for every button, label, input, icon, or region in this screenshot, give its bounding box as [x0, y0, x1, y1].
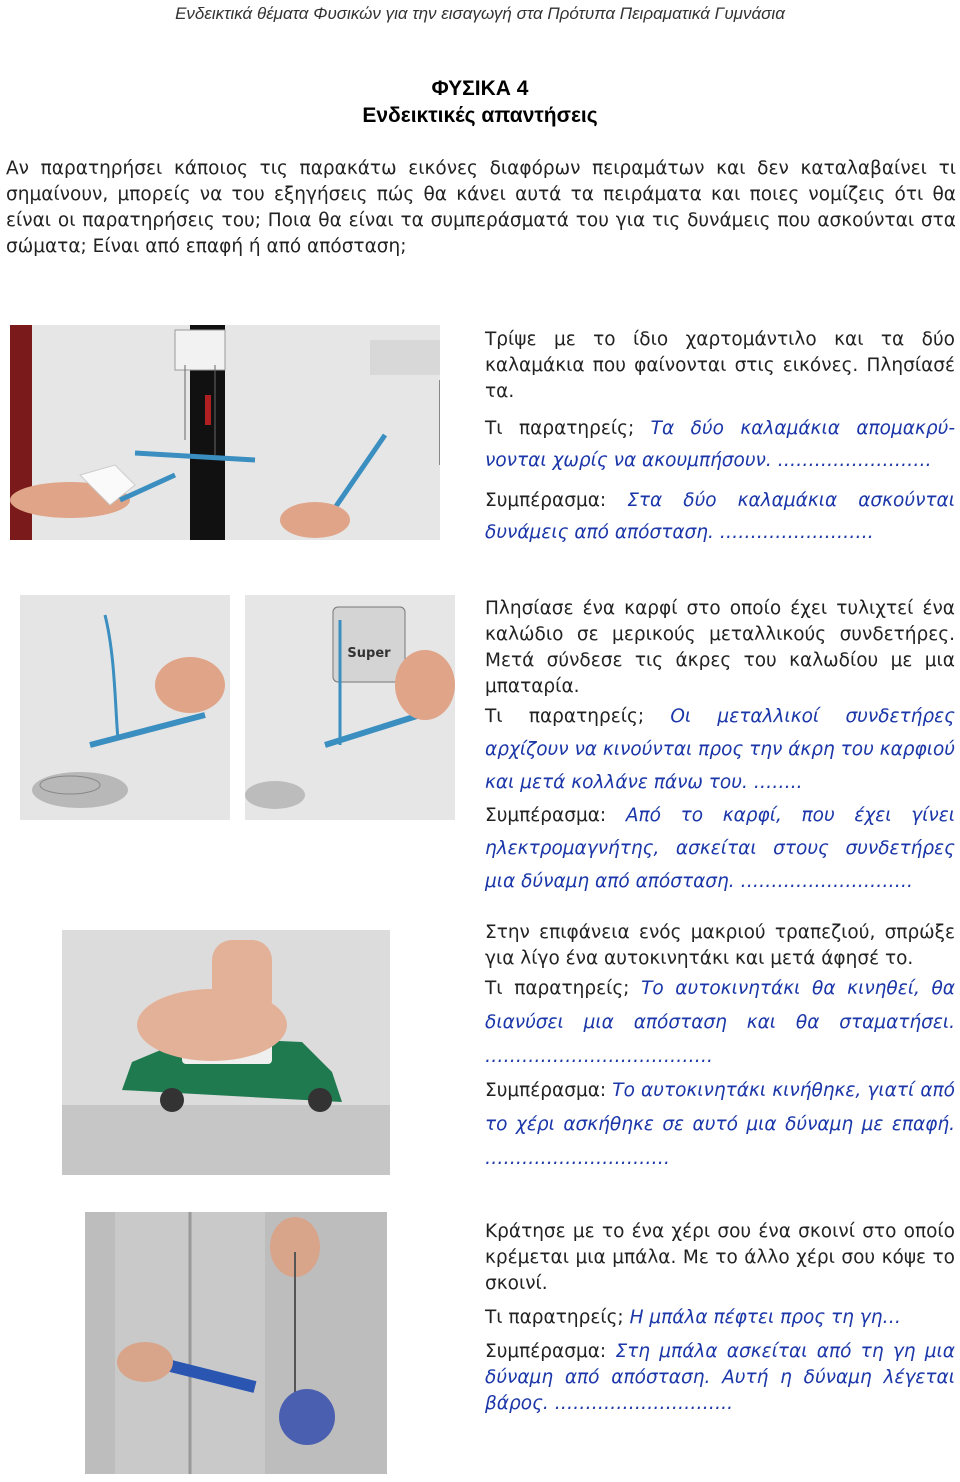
- experiment-1-text: [485, 327, 955, 549]
- experiment-1-observation: [485, 413, 955, 477]
- experiment-2-text: [485, 596, 955, 898]
- observe-answer: Τα δύο καλαμάκια απομακρύ-νονται χωρίς να ακουμπήσουν. …………………….: [485, 418, 955, 471]
- title-line-1: ΦΥΣΙΚΑ 4: [431, 77, 529, 100]
- conclusion-label: Συμπέρασμα:: [485, 490, 607, 511]
- experiment-2-instruction: Πλησίασε ένα καρφί στο οποίο έχει τυλιχτεί ένα καλώδιο σε μερικούς μεταλλικούς συνδετήρες. Μετά σύνδεσε τις άκρες του καλωδίου με μια μπαταρία.: [485, 598, 955, 697]
- experiment-4-observation: [485, 1305, 955, 1331]
- observe-label: Τι παρατηρείς;: [485, 418, 635, 439]
- experiment-1-instruction: Τρίψε με το ίδιο χαρτομάντιλο και τα δύο καλαμάκια που φαίνονται στις εικόνες. Πλησίασέ τα.: [485, 329, 955, 402]
- toy-car-photo: [62, 930, 390, 1175]
- observe-label: Τι παρατηρείς;: [485, 978, 630, 999]
- observe-answer: Το αυτοκινητάκι θα κινηθεί, θα διανύσει μια απόσταση και θα σταματήσει. ……………………………….: [485, 978, 955, 1067]
- intro-paragraph: Αν παρατηρήσει κάποιος τις παρακάτω εικόνες διαφόρων πειραμάτων και δεν καταλαβαίνει τι σημαίνουν, μπορείς να του εξηγήσεις πώς θα κάνει αυτά τα πειράματα και ποιες νομίζεις ότι θα είναι οι παρατηρήσεις του; Ποια θα είναι τα συμπεράσματά του για τις δυνάμεις που ασκούνται στα σώματα; Είναι από επαφή ή από απόσταση;: [6, 158, 956, 257]
- observe-label: Τι παρατηρείς;: [485, 706, 645, 727]
- conclusion-answer: Στη μπάλα ασκείται από τη γη μια δύναμη από απόσταση. Αυτή η δύναμη λέγεται βάρος. ………………………..: [485, 1341, 955, 1414]
- observe-answer: Η μπάλα πέφτει προς τη γη…: [629, 1307, 901, 1328]
- experiment-4-text: [485, 1219, 955, 1417]
- experiment-3-conclusion: [485, 1074, 955, 1176]
- observe-label: Τι παρατηρείς;: [485, 1307, 624, 1328]
- battery-label: Super: [347, 646, 391, 661]
- experiment-1-conclusion: [485, 485, 955, 549]
- conclusion-label: Συμπέρασμα:: [485, 1341, 607, 1362]
- ball-scissors-photo: [85, 1212, 387, 1474]
- experiment-4-instruction: Κράτησε με το ένα χέρι σου ένα σκοινί στο οποίο κρέμεται μια μπάλα. Με το άλλο χέρι σου κόψε το σκοινί.: [485, 1221, 955, 1294]
- experiment-2-observation: [485, 700, 955, 799]
- conclusion-label: Συμπέρασμα:: [485, 1080, 607, 1101]
- experiment-3-observation: [485, 972, 955, 1074]
- title-line-2: Ενδεικτικές απαντήσεις: [362, 104, 598, 127]
- charged-straws-photo: [10, 325, 440, 540]
- paperclips-straw-photo: [20, 595, 230, 820]
- observe-answer: Οι μεταλλικοί συνδετήρες αρχίζουν να κινούνται προς την άκρη του καρφιού και μετά κολλάνε πάνω του. ……..: [485, 706, 956, 793]
- conclusion-answer: Το αυτοκινητάκι κινήθηκε, γιατί από το χέρι ασκήθηκε σε αυτό μια δύναμη με επαφή. …………………………: [485, 1080, 955, 1169]
- electromagnet-battery-photo: [245, 595, 455, 820]
- page-header: Ενδεικτικά θέματα Φυσικών για την εισαγωγή στα Πρότυπα Πειραματικά Γυμνάσια: [175, 4, 785, 23]
- experiment-3-text: [485, 920, 955, 1176]
- conclusion-answer: Στα δύο καλαμάκια ασκούνται δυνάμεις από απόσταση. …………………….: [485, 490, 955, 543]
- experiment-4-conclusion: [485, 1339, 955, 1417]
- experiment-3-instruction: Στην επιφάνεια ενός μακριού τραπεζιού, σπρώξε για λίγο ένα αυτοκινητάκι και μετά άφησέ το.: [485, 922, 955, 969]
- conclusion-answer: Από το καρφί, που έχει γίνει ηλεκτρομαγνήτης, ασκείται στους συνδετήρες μια δύναμη από απόσταση. ……………………….: [485, 805, 955, 892]
- conclusion-label: Συμπέρασμα:: [485, 805, 607, 826]
- experiment-2-conclusion: [485, 799, 955, 898]
- page-title: [0, 75, 960, 129]
